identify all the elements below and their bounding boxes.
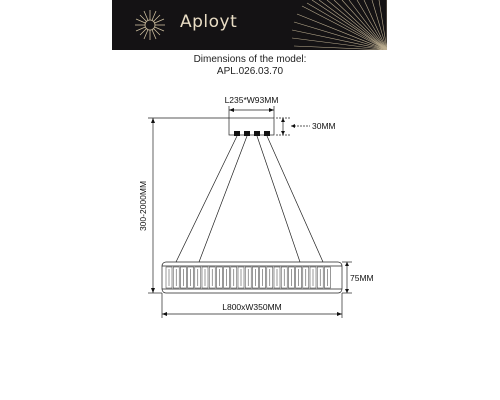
canopy-clip — [244, 131, 250, 136]
body-height-label: 75MM — [350, 273, 374, 283]
suspension-height-label: 300-2000MM — [138, 180, 148, 232]
suspension-cable — [257, 136, 300, 262]
canopy-height-label: 30MM — [312, 121, 336, 131]
canopy-clip — [234, 131, 240, 136]
canopy-clip — [264, 131, 270, 136]
caption-title: Dimensions of the model: — [193, 54, 307, 65]
canopy-dimension-label: L235*W93MM — [224, 95, 279, 105]
canopy-clip — [254, 131, 260, 136]
crystal-ring-body — [162, 262, 342, 293]
model-number: APL.026.03.70 — [216, 66, 284, 77]
brand-name: Aployt — [180, 12, 238, 32]
suspension-cable — [267, 136, 323, 262]
body-dimension-label: L800xW350MM — [222, 302, 282, 312]
